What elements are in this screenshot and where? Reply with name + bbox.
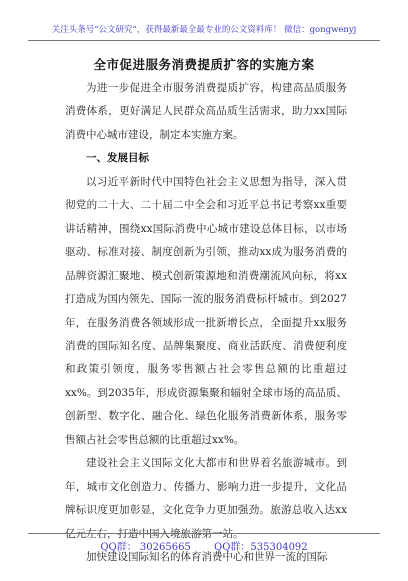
- footer-qq-group-2: QQ群：535304092: [214, 542, 308, 553]
- page-footer: [28, 533, 380, 581]
- footer-qq-group-1: QQ群： 30265665: [100, 542, 191, 553]
- body-paragraph: 加快建设国际知名的体育消费中心和世界一流的国际: [86, 551, 328, 564]
- section-heading: 一、发展目标: [86, 152, 149, 165]
- page-header: [28, 0, 380, 41]
- body-paragraph: 建设社会主义国际文化大都市和世界着名旅游城市。到年，城市文化创造力、传播力、影响力进一步提升，文化品牌标识度更加彰显，文化竞争力更加强劲。旅游总收入达xx亿元左右，打造中国入境旅游第一站。: [65, 457, 347, 540]
- document-title: 全市促进服务消费提质扩容的实施方案: [93, 57, 315, 72]
- document-body: [65, 77, 347, 570]
- body-paragraph: 以习近平新时代中国特色社会主义思想为指导，深入贯彻党的二十大、二十届二中全会和习近平总书记考察xx重要讲话精神，围绕xx国际消费中心城市建设总体目标，以市场驱动、标准对接、制度创新为引领，推动xx成为服务消费的品牌资源汇聚地、模式创新策源地和消费潮流风向标，将xx打造成为国内领先、国际一流的服务消费标杆城市。到2027年，在服务消费各领域形成一批新增长点，全面提升xx服务消费的国际知名度、品牌集聚度、商业活跃度、消费便利度和政策引领度，服务零售额占社会零售总额的比重超过xx%。到2035年，形成资源集聚和辐射全球市场的高品质、创新型、数字化、融合化、绿色化服务消费新体系，服务零售额占社会零售总额的比重超过xx%。: [65, 175, 347, 446]
- footer-contacts: [28, 538, 380, 553]
- header-notice: 关注头条号“公文研究”，获得最新最全最专业的公文资料库！ 微信：gongwenyj: [51, 25, 357, 35]
- intro-paragraph: 为进一步促进全市服务消费提质扩容，构建高品质服务消费体系，更好满足人民群众高品质生活需求，助力xx国际消费中心城市建设，制定本实施方案。: [65, 82, 347, 141]
